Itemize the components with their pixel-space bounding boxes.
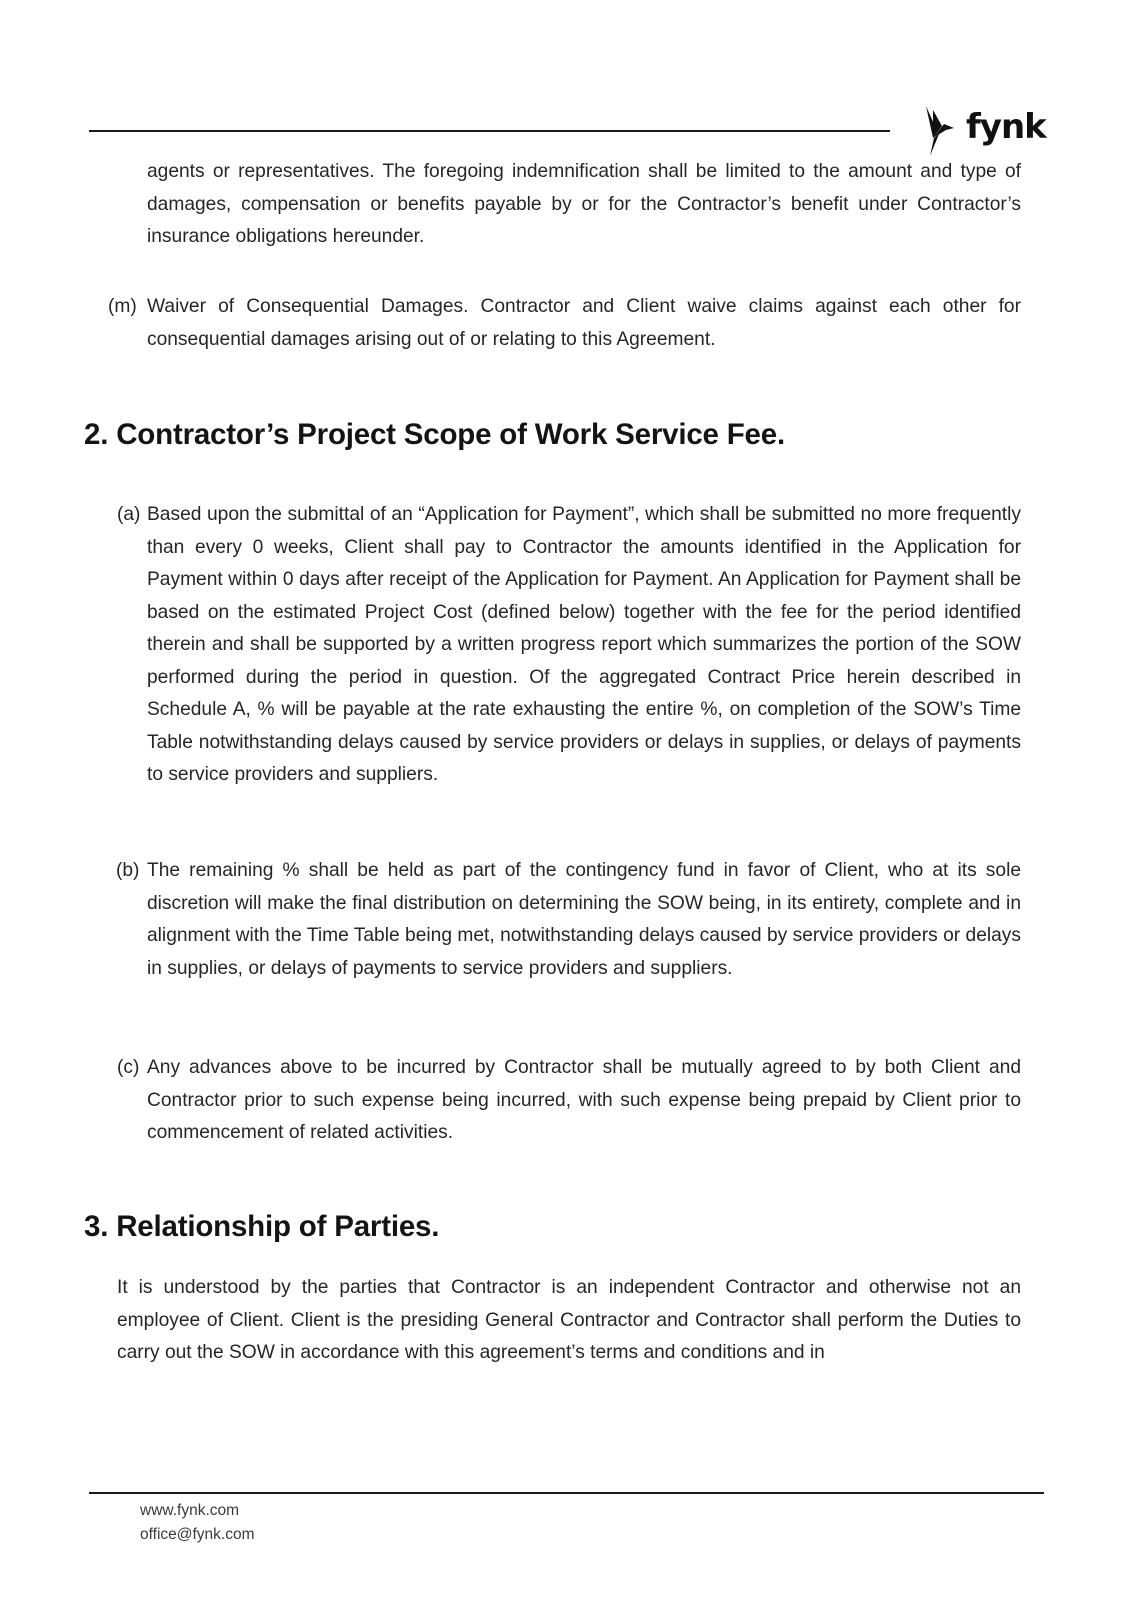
section-3-paragraph: It is understood by the parties that Contractor is an independent Contractor and otherwise not an employee of Client. Client is the presiding General Contractor and Contractor shall perform the Duties to carry out the SOW in accordance with this agreement’s terms and conditions and in bbox=[117, 1277, 1021, 1363]
list-item-text: Waiver of Consequential Damages. Contractor and Client waive claims against each other for consequential damages arising out of or relating to this Agreement. bbox=[147, 296, 1021, 350]
list-item-b bbox=[116, 855, 1021, 1019]
list-item-m bbox=[108, 291, 1021, 357]
list-marker: (b) bbox=[116, 860, 140, 881]
footer-divider bbox=[89, 1492, 1044, 1494]
list-item-text: The remaining % shall be held as part of the contingency fund in favor of Client, who at its sole discretion will make the final distribution on determining the SOW being, in its entirety, complete and in alignment with the Time Table being met, notwithstanding delays caused by service providers or delays in supplies, or delays of payments to service providers and suppliers. bbox=[147, 860, 1021, 979]
list-marker: (a) bbox=[117, 504, 141, 525]
logo-text: fynk bbox=[966, 107, 1046, 147]
continuation-paragraph: agents or representatives. The foregoing indemnification shall be limited to the amount and type of damages, compensation or benefits payable by or for the Contractor’s benefit under Contractor’s insurance obligations hereunder. bbox=[147, 161, 1021, 247]
footer-email: office@fynk.com bbox=[140, 1526, 255, 1543]
fynk-bird-icon bbox=[920, 104, 960, 158]
fynk-logo bbox=[920, 104, 1046, 158]
footer-website: www.fynk.com bbox=[140, 1502, 240, 1519]
list-marker: (c) bbox=[117, 1057, 140, 1078]
header-divider bbox=[89, 130, 890, 132]
list-item-text: Based upon the submittal of an “Application for Payment”, which shall be submitted no more frequently than every 0 weeks, Client shall pay to Contractor the amounts identified in the Application for Payment within 0 days after receipt of the Application for Payment. An Application for Payment shall be based on the estimated Project Cost (defined below) together with the fee for the period identified therein and shall be supported by a written progress report which summarizes the portion of the SOW performed during the period in question. Of the aggregated Contract Price herein described in Schedule A, % will be payable at the rate exhausting the entire %, on completion of the SOW’s Time Table notwithstanding delays caused by service providers or delays in supplies, or delays of payments to service providers and suppliers. bbox=[147, 504, 1021, 785]
list-marker: (m) bbox=[108, 296, 137, 317]
list-item-c bbox=[117, 1052, 1021, 1152]
list-item-text: Any advances above to be incurred by Contractor shall be mutually agreed to by both Client and Contractor prior to such expense being incurred, with such expense being prepaid by Client prior to commencement of related activities. bbox=[147, 1057, 1021, 1143]
section-3-heading: 3. Relationship of Parties. bbox=[84, 1210, 440, 1243]
section-2-heading: 2. Contractor’s Project Scope of Work Service Fee. bbox=[84, 418, 785, 451]
list-item-a bbox=[117, 499, 1021, 825]
